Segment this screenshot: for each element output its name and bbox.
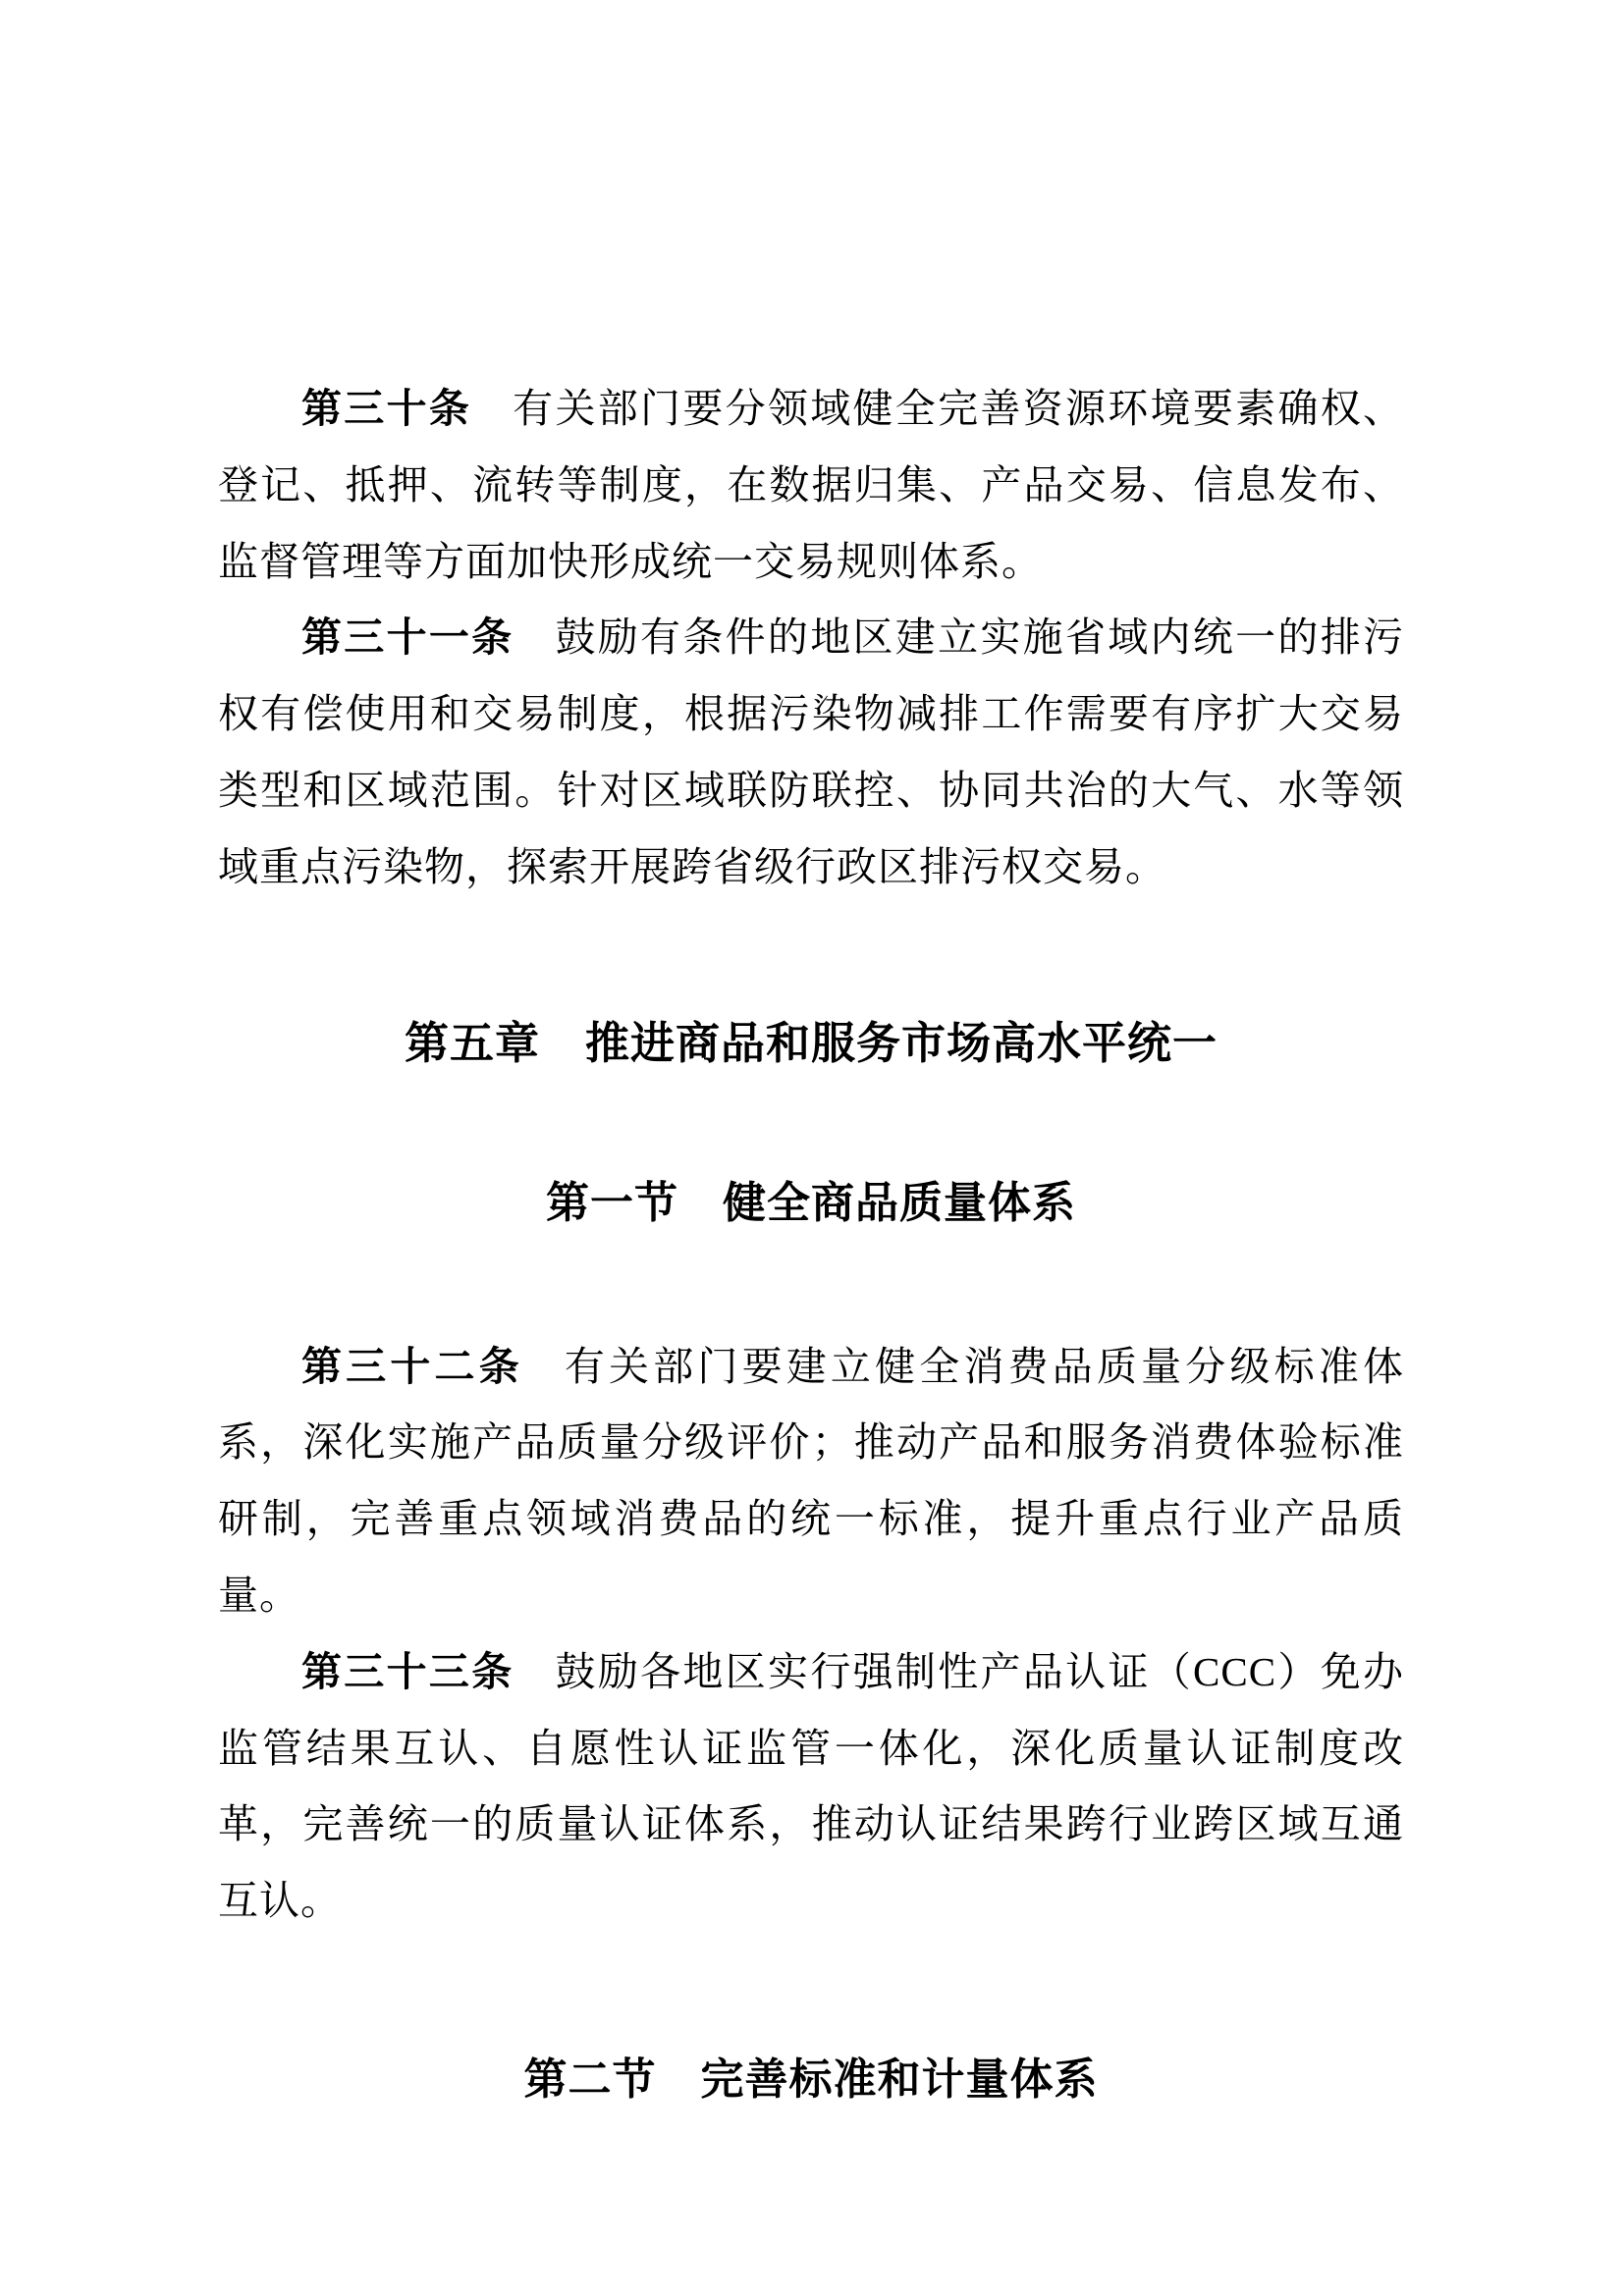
article-33-paragraph: [218, 1634, 1404, 1940]
article-30-text: 有关部门要分领域健全完善资源环境要素确权、登记、抵押、流转等制度，在数据归集、产品交易、信息发布、监督管理等方面加快形成统一交易规则体系。: [218, 386, 1405, 584]
article-32-number: 第三十二条: [301, 1343, 523, 1389]
article-31-number: 第三十一条: [301, 614, 514, 661]
section-2-heading: 第二节 完善标准和计量体系: [523, 2055, 1099, 2104]
article-32-text: 有关部门要建立健全消费品质量分级标准体系，深化实施产品质量分级评价；推动产品和服务消费体验标准研制，完善重点领域消费品的统一标准，提升重点行业产品质量。: [218, 1343, 1405, 1618]
article-30-paragraph: [218, 371, 1404, 600]
section-1-heading: 第一节 健全商品质量体系: [546, 1178, 1076, 1227]
article-31-paragraph: [218, 600, 1404, 905]
article-33-number: 第三十三条: [301, 1648, 514, 1694]
article-32-paragraph: [218, 1329, 1404, 1634]
article-30-number: 第三十条: [301, 386, 472, 431]
article-33-text: 鼓励各地区实行强制性产品认证（CCC）免办监管结果互认、自愿性认证监管一体化，深化质量认证制度改革，完善统一的质量认证体系，推动认证结果跨行业跨区域互通互认。: [218, 1648, 1404, 1924]
article-31-text: 鼓励有条件的地区建立实施省域内统一的排污权有偿使用和交易制度，根据污染物减排工作需要有序扩大交易类型和区域范围。针对区域联防联控、协同共治的大气、水等领域重点污染物，探索开展跨省级行政区排污权交易。: [218, 614, 1405, 889]
chapter-5-heading: 第五章 推进商品和服务市场高水平统一: [404, 1018, 1218, 1068]
